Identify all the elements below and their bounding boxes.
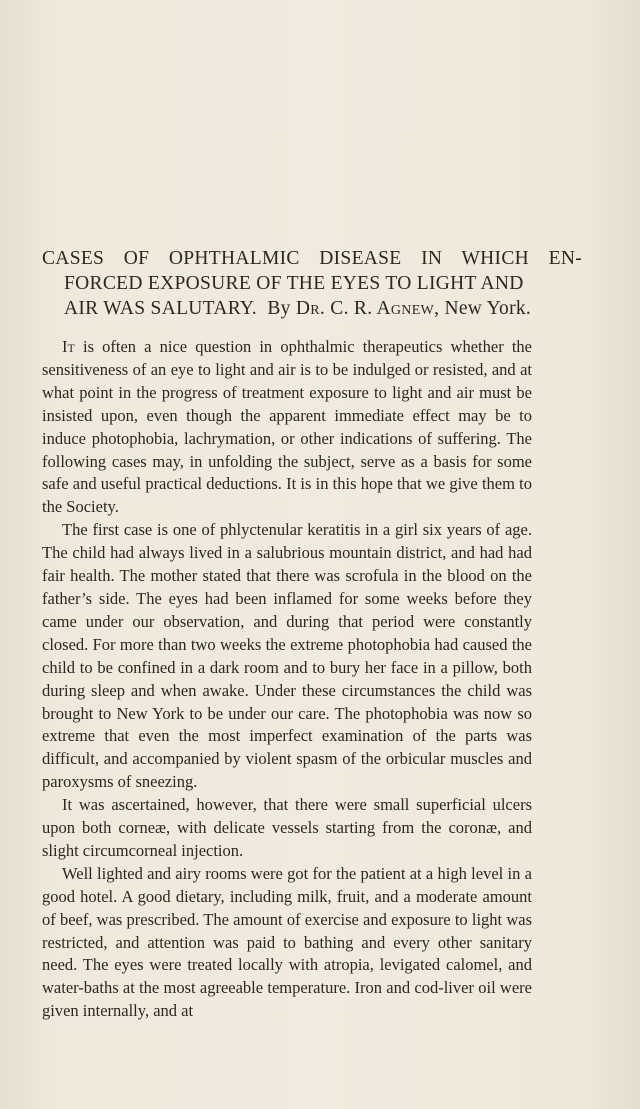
paragraph-1 (42, 336, 532, 519)
article-body (42, 336, 532, 1023)
title-line-3-main: AIR WAS SALUTARY. (64, 298, 257, 319)
byline-by: By (267, 298, 291, 319)
byline-place: New York. (444, 298, 532, 319)
title-line-2: FORCED EXPOSURE OF THE EYES TO LIGHT AND (64, 273, 524, 294)
paragraph-1-text: is often a nice question in ophthalmic therapeutics whether the sensitiveness of an eye to light and air is to be indulged or resisted, and at what point in the progress of treatment exposure to light and air must be insisted upon, even though the apparent immediate effect may be to induce photophobia, lachrymation, or other indications of suffering. The following cases may, in unfolding the subject, serve as a basis for some safe and useful practical deductions. It is in this hope that we give them to the Society. (42, 337, 532, 517)
title-line-3 (42, 296, 582, 321)
title-line-1: CASES OF OPHTHALMIC DISEASE IN WHICH EN- (42, 248, 582, 269)
article-title (42, 246, 582, 321)
paragraph-3: It was ascertained, however, that there were small superficial ulcers upon both corneæ, with delicate vessels starting from the coronæ, and slight circumcorneal injection. (42, 795, 532, 860)
paragraph-2: The first case is one of phlyctenular keratitis in a girl six years of age. The child had always lived in a salubrious mountain district, and had had fair health. The mother stated that there was scrofula in the blood on the father’s side. The eyes had been inflamed for some weeks before they came under our observation, and during that period were constantly closed. For more than two weeks the extreme photophobia had caused the child to be confined in a dark room and to bury her face in a pillow, both during sleep and when awake. Under these circumstances the child was brought to New York to be under our care. The photophobia was now so extreme that even the most imperfect examination of the parts was difficult, and accompanied by violent spasm of the orbicular muscles and paroxysms of sneezing. (42, 520, 532, 792)
byline-author: Dr. C. R. Agnew, (295, 298, 440, 319)
paragraph-1-lead: It (62, 337, 75, 356)
paragraph-4: Well lighted and airy rooms were got for the patient at a high level in a good hotel. A good dietary, including milk, fruit, and a moderate amount of beef, was prescribed. The amount of exercise and exposure to light was restricted, and attention was paid to bathing and every other sanitary need. The eyes were treated locally with atropia, levigated calomel, and water-baths at the most agreeable temperature. Iron and cod-liver oil were given internally, and at (42, 863, 532, 1021)
